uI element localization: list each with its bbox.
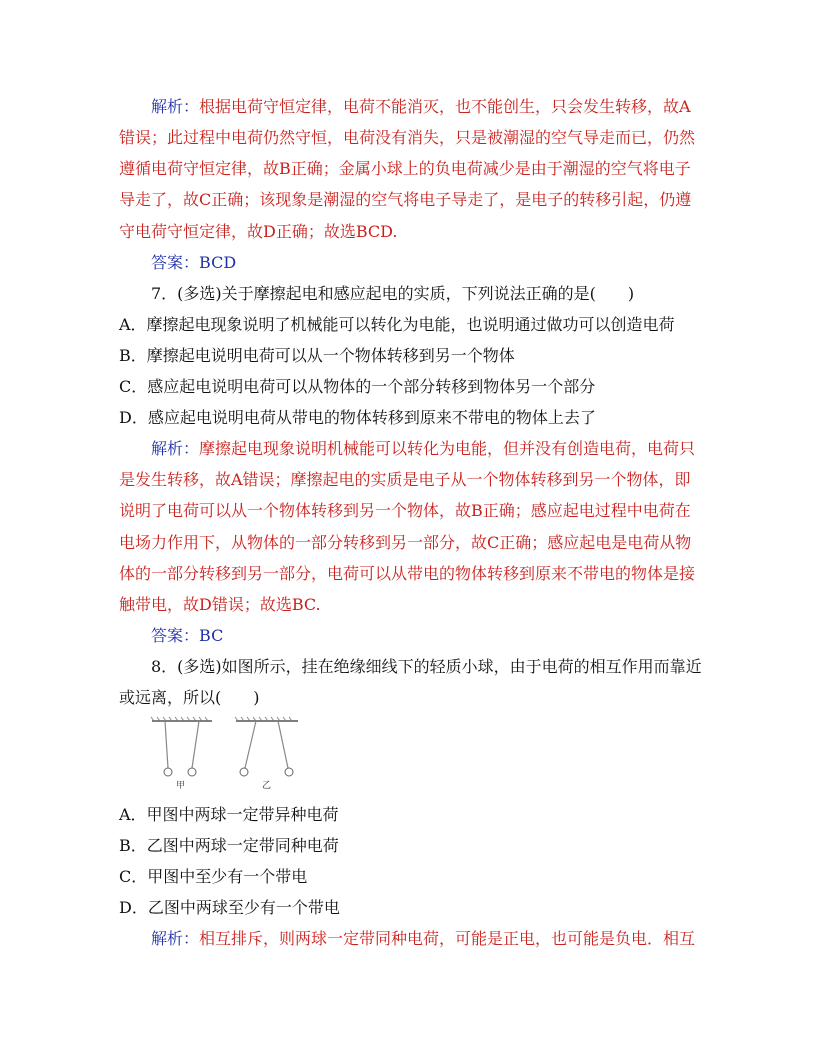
analysis-label: 解析： [151,929,200,948]
q7-option-d: D．感应起电说明电荷从带电的物体转移到原来不带电的物体上去了 [119,408,596,427]
answer-label: 答案： [151,626,200,645]
q6-answer [151,253,731,273]
q7-analysis-line-6: 触带电，故D错误；故选BC. [119,595,321,614]
q6-analysis-line-2: 错误；此过程中电荷仍然守恒，电荷没有消失，只是被潮湿的空气导走而已，仍然 [119,128,696,147]
figure-yi [235,717,298,791]
q7-analysis-line-3: 说明了电荷可以从一个物体转移到另一个物体，故B正确；感应起电过程中电荷在 [119,501,691,520]
pendulum-figure [148,716,308,796]
q8-option-a: A．甲图中两球一定带异种电荷 [119,805,339,824]
figure-label-yi: 乙 [262,781,272,791]
figure-label-jia: 甲 [176,781,186,791]
q8-stem-line-1: 8．(多选)如图所示，挂在绝缘细线下的轻质小球，由于电荷的相互作用而靠近 [151,657,702,676]
q7-analysis-line-4: 电场力作用下，从物体的一部分转移到另一部分，故C正确；感应起电是电荷从物 [119,533,692,552]
q7-analysis-line-5: 体的一部分转移到另一部分，电荷可以从带电的物体转移到原来不带电的物体是接 [119,564,696,583]
q8-option-b: B．乙图中两球一定带同种电荷 [119,836,339,855]
q6-analysis-line-1: 解析：根据电荷守恒定律，电荷不能消灭，也不能创生，只会发生转移，故A [151,97,691,116]
q6-analysis-line-4: 导走了，故C正确；该现象是潮湿的空气将电子导走了，是电子的转移引起，仍遵 [119,190,692,209]
q7-option-c: C．感应起电说明电荷可以从物体的一个部分转移到物体另一个部分 [119,377,596,396]
answer-value: BCD [199,253,237,272]
answer-value: BC [199,626,224,645]
analysis-label: 解析： [151,439,200,458]
q7-answer [151,626,731,646]
figure-jia [151,717,212,791]
q8-option-d: D．乙图中两球至少有一个带电 [119,898,340,917]
q7-stem: 7．(多选)关于摩擦起电和感应起电的实质，下列说法正确的是( ) [151,284,635,303]
answer-label: 答案： [151,253,200,272]
q8-option-c: C．甲图中至少有一个带电 [119,867,308,886]
q6-analysis-line-5: 守电荷守恒定律，故D正确；故选BCD. [119,222,398,241]
q8-stem-line-2: 或远离，所以( ) [119,688,260,707]
q7-analysis-line-2: 是发生转移，故A错误；摩擦起电的实质是电子从一个物体转移到另一个物体，即 [119,470,691,489]
q7-option-a: A．摩擦起电现象说明了机械能可以转化为电能，也说明通过做功可以创造电荷 [119,315,675,334]
q6-analysis-line-3: 遵循电荷守恒定律，故B正确；金属小球上的负电荷减少是由于潮湿的空气将电子 [119,159,691,178]
q8-analysis-line-1: 解析：相互排斥，则两球一定带同种电荷，可能是正电，也可能是负电．相互 [151,929,696,948]
q7-analysis-line-1: 解析：摩擦起电现象说明机械能可以转化为电能，但并没有创造电荷，电荷只 [151,439,696,458]
analysis-label: 解析： [151,97,200,116]
q7-option-b: B．摩擦起电说明电荷可以从一个物体转移到另一个物体 [119,346,515,365]
